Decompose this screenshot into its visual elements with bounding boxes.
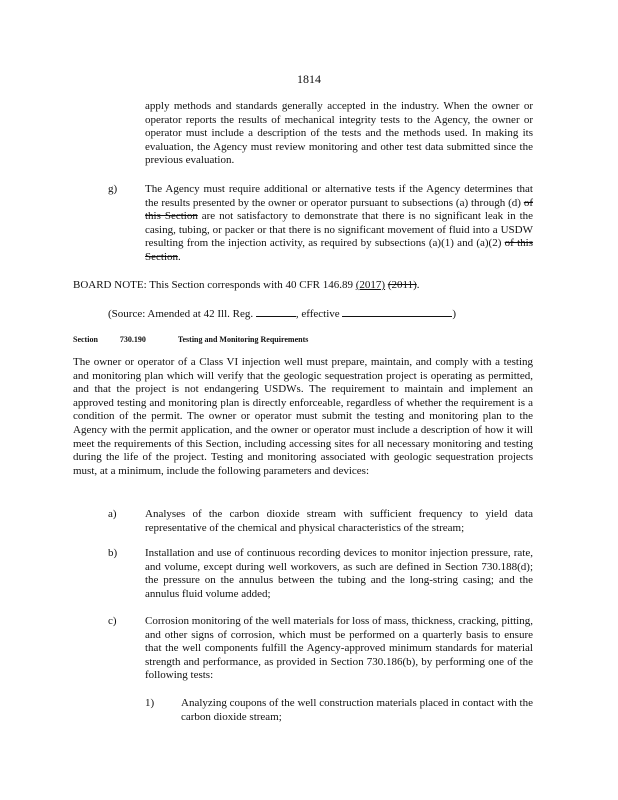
- board-note: [73, 279, 533, 293]
- subitem-1: [181, 697, 533, 724]
- paragraph-f-text: apply methods and standards generally accepted in the industry. When the owner or operator reports the results of mechanical integrity tests to the Agency, the owner or operator must include a description of the tests and the methods used. In making its evaluation, the Agency must review monitoring and other test data submitted since the previous evaluation.: [145, 100, 533, 167]
- paragraph-g-label: g): [108, 183, 118, 195]
- item-c-label: c): [108, 615, 117, 627]
- paragraph-g-end: .: [178, 250, 181, 263]
- source-text-2: , effective: [295, 308, 340, 320]
- section-number: 730.190: [119, 335, 146, 344]
- source-text-3: ): [452, 308, 457, 320]
- item-b-label: b): [108, 547, 118, 559]
- source-note: [108, 306, 533, 322]
- section-label: Section: [73, 335, 98, 344]
- subitem-1-text: Analyzing coupons of the well construction materials placed in contact with the carbon dioxide stream;: [181, 697, 533, 723]
- paragraph-g-strikethrough-1: of this Section: [145, 196, 533, 223]
- paragraph-g-strikethrough-2: of this Section: [145, 237, 534, 263]
- paragraph-g-text: [145, 183, 533, 265]
- board-note-end: .: [416, 279, 420, 291]
- register-page-blank: [256, 306, 296, 317]
- intro-paragraph-text: The owner or operator of a Class VI injection well must prepare, maintain, and comply with a testing and monitoring plan which will verify that the geologic sequestration project is operating as permitted, and that the project is not endangering USDWs. The requirement to maintain and implement an approved testing and monitoring plan is directly enforceable, regardless of whether the requirement is a condition of the permit. The owner or operator must submit the testing and monitoring plan to the Agency with the permit application, and the owner or operator must include a description of how it will meet the requirements of this Section, including accessing sites for all necessary monitoring and testing during the life of the project. Testing and monitoring associated with geologic sequestration projects must, at a minimum, include the following parameters and devices:: [73, 356, 533, 477]
- subitem-1-label: 1): [145, 697, 155, 709]
- paragraph-g: [145, 183, 533, 265]
- item-c: [145, 615, 533, 683]
- item-b: [145, 547, 533, 601]
- section-heading: [73, 333, 308, 347]
- item-b-text: Installation and use of continuous recording devices to monitor injection pressure, rate, and volume, except during well workovers, as such are defined in Section 730.188(d); the pressure on the annulus between the tubing and the long-string casing; and the annulus fluid volume added;: [145, 547, 533, 600]
- board-note-text: BOARD NOTE: This Section corresponds with 40 CFR 146.89: [73, 279, 353, 291]
- effective-date-blank: [342, 306, 452, 317]
- paragraph-f-continuation: [145, 100, 533, 168]
- board-note-deleted-year: (2011): [387, 279, 417, 291]
- item-c-text: Corrosion monitoring of the well materials for loss of mass, thickness, cracking, pitting, and other signs of corrosion, which must be performed on a quarterly basis to ensure that the well components fulfill the Agency-approved minimum standards for material strength and performance, as provided in Section 730.186(b), by performing one of the following tests:: [145, 615, 533, 682]
- item-a-label: a): [108, 508, 117, 520]
- section-title: Testing and Monitoring Requirements: [177, 335, 309, 344]
- board-note-inserted-year: (2017): [355, 279, 386, 291]
- item-a: [145, 508, 533, 535]
- paragraph-g-text-1: The Agency must require additional or alternative tests if the Agency determines that the results presented by the owner or operator pursuant to subsections (a) through (d): [145, 183, 533, 209]
- item-a-text: Analyses of the carbon dioxide stream with sufficient frequency to yield data representative of the chemical and physical characteristics of the stream;: [145, 508, 533, 534]
- page-number: 1814: [297, 72, 321, 86]
- paragraph-g-text-2: are not satisfactory to demonstrate that there is no significant leak in the casing, tubing, or packer or that there is no significant movement of fluid into a USDW resulting from the injection activity, as required by subsections (a)(1) and (a)(2): [145, 210, 534, 250]
- source-text-1: (Source: Amended at 42 Ill. Reg.: [108, 308, 254, 320]
- intro-paragraph: [73, 356, 533, 478]
